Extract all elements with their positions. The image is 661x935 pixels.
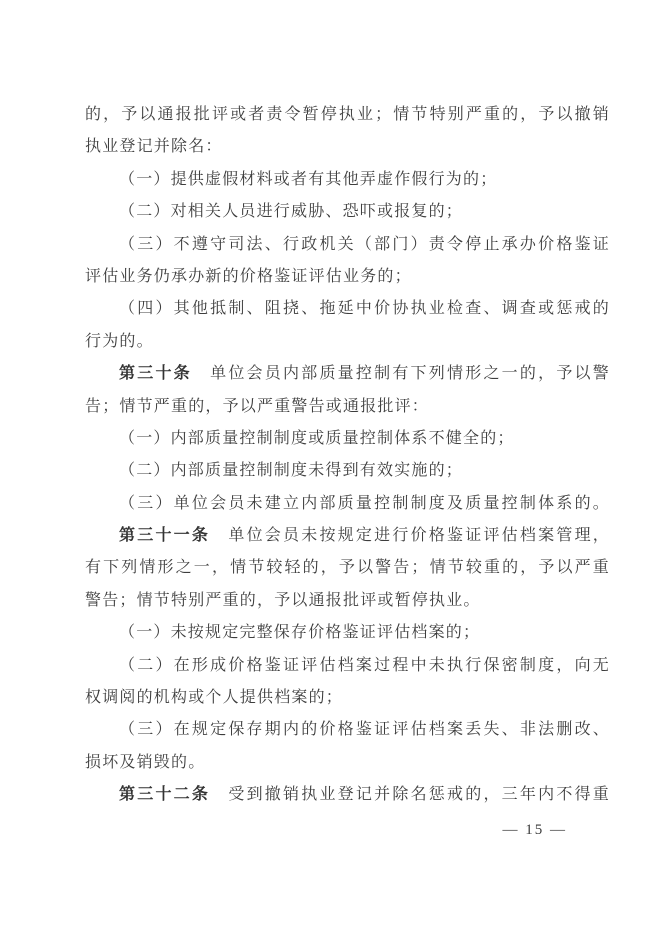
text-line-content: （三）在规定保存期内的价格鉴证评估档案丢失、非法删改、 [119, 721, 610, 739]
text-line [85, 585, 610, 617]
text-line [85, 391, 610, 423]
text-line [85, 779, 610, 811]
text-line [85, 229, 610, 261]
page-number: — 15 — [502, 822, 567, 838]
text-line [85, 520, 610, 552]
text-line [85, 196, 610, 228]
text-line [85, 99, 610, 131]
text-line [85, 261, 610, 293]
text-line-content: （一）未按规定完整保存价格鉴证评估档案的； [119, 624, 481, 642]
text-line-content: 单位会员未按规定进行价格鉴证评估档案管理， [210, 527, 610, 545]
text-line [85, 293, 610, 325]
text-line-content: 权调阅的机构或个人提供档案的； [85, 689, 344, 707]
text-line [85, 326, 610, 358]
text-line [85, 131, 610, 163]
text-line [85, 682, 610, 714]
article-number: 第三十二条 [119, 786, 211, 804]
document-body [85, 99, 610, 812]
text-line [85, 455, 610, 487]
text-line-content: 执业登记并除名： [85, 138, 223, 156]
text-line-content: （三）不遵守司法、行政机关（部门）责令停止承办价格鉴证 [119, 235, 610, 253]
text-line-content: 评估业务仍承办新的价格鉴证评估业务的； [85, 267, 412, 285]
text-line [85, 552, 610, 584]
text-line-content: （一）内部质量控制制度或质量控制体系不健全的； [119, 429, 515, 447]
text-line-content: 的，予以通报批评或者责令暂停执业；情节特别严重的，予以撤销 [85, 106, 610, 123]
text-line-content: （二）在形成价格鉴证评估档案过程中未执行保密制度，向无 [119, 656, 610, 674]
text-line [85, 358, 610, 390]
text-line-content: （一）提供虚假材料或者有其他弄虚作假行为的； [119, 170, 498, 188]
text-line-content: （三）单位会员未建立内部质量控制制度及质量控制体系的。 [119, 494, 610, 512]
text-line [85, 423, 610, 455]
text-line [85, 650, 610, 682]
text-line [85, 747, 610, 779]
text-line-content: 损坏及销毁的。 [85, 753, 206, 771]
text-line-content: 单位会员内部质量控制有下列情形之一的，予以警 [191, 365, 610, 383]
text-line [85, 714, 610, 746]
text-line-content: （二）内部质量控制制度未得到有效实施的； [119, 462, 464, 480]
text-line [85, 164, 610, 196]
text-line-content: （四）其他抵制、阻挠、拖延中价协执业检查、调查或惩戒的 [119, 300, 610, 318]
article-number: 第三十条 [119, 365, 192, 383]
text-line-content: 受到撤销执业登记并除名惩戒的，三年内不得重 [210, 786, 610, 804]
text-line-content: （二）对相关人员进行威胁、恐吓或报复的； [119, 203, 464, 221]
article-number: 第三十一条 [119, 527, 211, 545]
text-line-content: 告；情节严重的，予以严重警告或通报批评： [85, 397, 430, 415]
text-line [85, 617, 610, 649]
text-line-content: 行为的。 [85, 332, 154, 350]
text-line [85, 488, 610, 520]
text-line-content: 警告；情节特别严重的，予以通报批评或暂停执业。 [85, 591, 481, 609]
text-line-content: 有下列情形之一，情节较轻的，予以警告；情节较重的，予以严重 [85, 559, 610, 577]
